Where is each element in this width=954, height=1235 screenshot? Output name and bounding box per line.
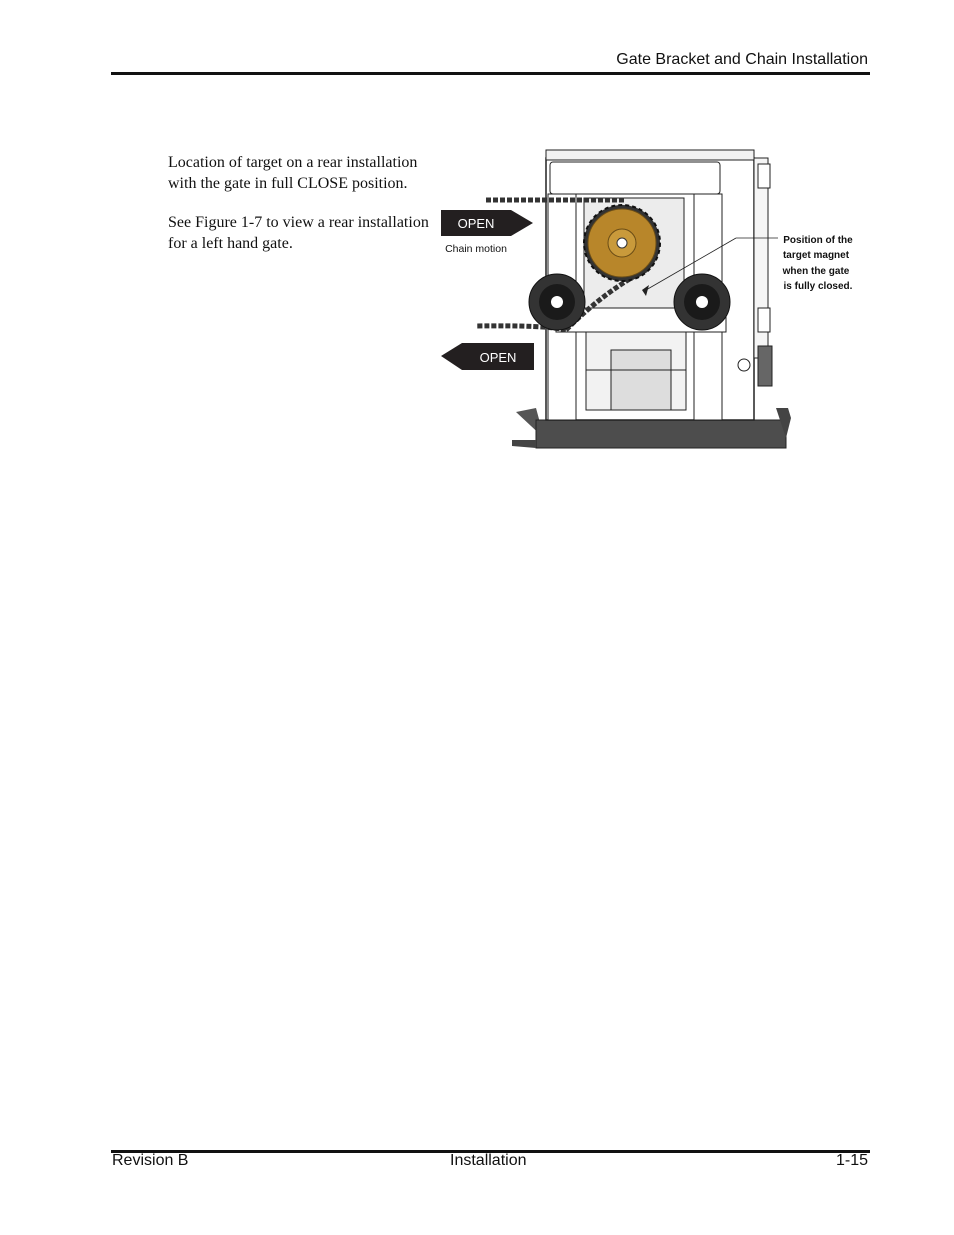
gate-operator-illustration bbox=[436, 140, 866, 460]
footer-revision: Revision B bbox=[112, 1152, 189, 1169]
chain-motion-label: Chain motion bbox=[445, 243, 507, 255]
gate-operator-figure bbox=[436, 140, 866, 465]
callout-line-4: is fully closed. bbox=[783, 281, 853, 292]
header-rule bbox=[111, 72, 870, 75]
open-arrow-top-label: OPEN bbox=[457, 216, 495, 231]
footer-page-number: 1-15 bbox=[835, 1152, 868, 1169]
top-cover bbox=[550, 162, 720, 194]
figure-reference-paragraph: See Figure 1-7 to view a rear installation for a left hand gate. bbox=[168, 214, 429, 252]
page-header-title: Gate Bracket and Chain Installation bbox=[616, 51, 868, 68]
footer-section: Installation bbox=[450, 1152, 527, 1169]
callout-line-2: target magnet bbox=[782, 250, 850, 261]
callout-line-3: when the gate bbox=[782, 266, 850, 277]
description-paragraph: Location of target on a rear installation with the gate in full CLOSE position. bbox=[168, 154, 418, 192]
callout-line-1: Position of the bbox=[783, 235, 853, 246]
base-front bbox=[536, 420, 786, 448]
open-arrow-bottom-label: OPEN bbox=[479, 350, 517, 365]
